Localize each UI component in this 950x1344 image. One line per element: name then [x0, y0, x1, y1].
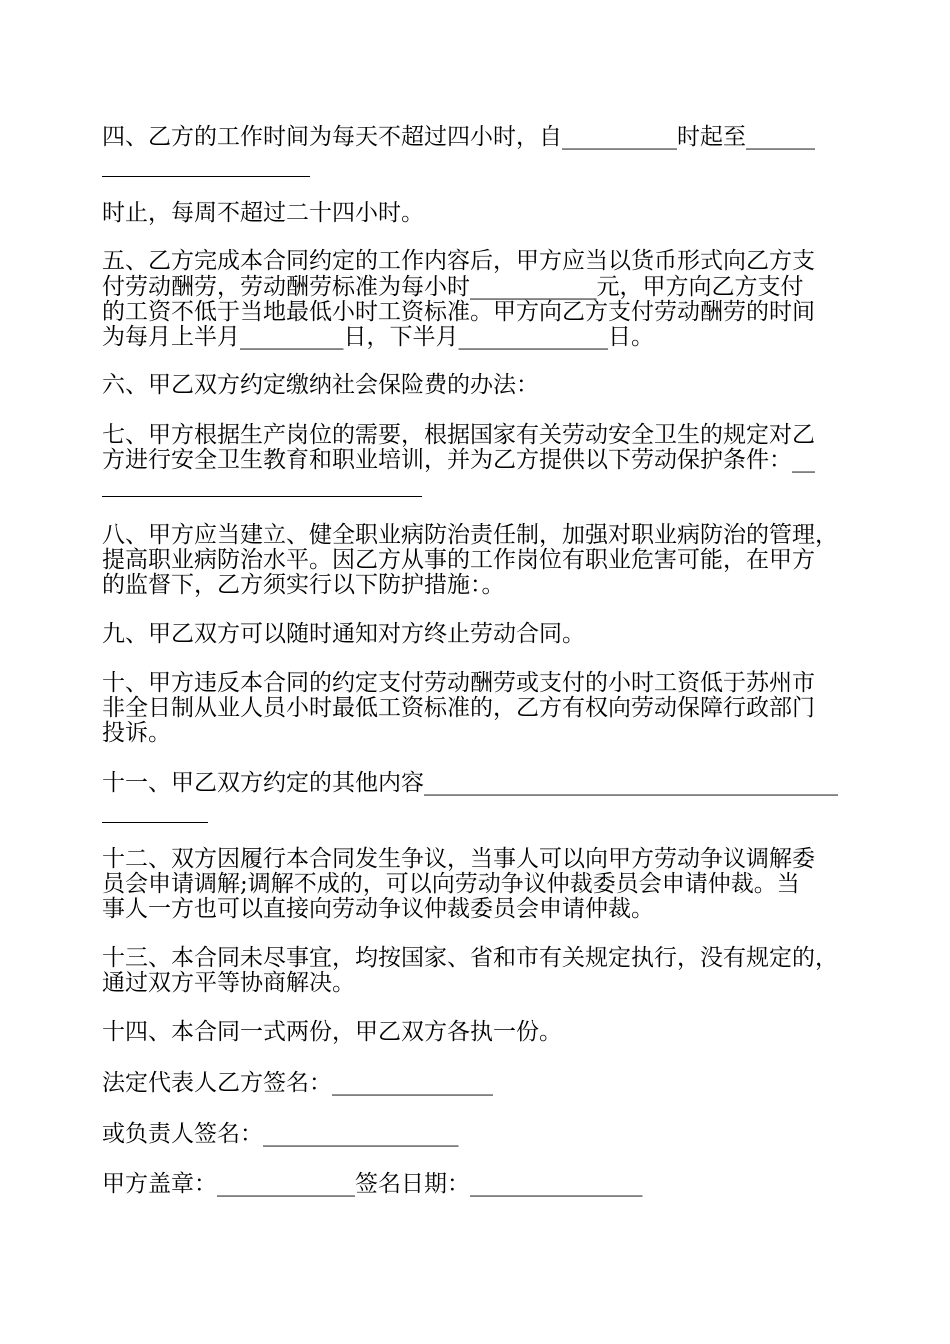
clause-8-line-3: 的监督下，乙方须实行以下防护措施：。: [102, 572, 505, 598]
clause-4-line-1: 四、乙方的工作时间为每天不超过四小时，自__________时起至______: [102, 124, 815, 150]
clause-12-line-2: 员会申请调解;调解不成的，可以向劳动争议仲裁委员会申请仲裁。当: [102, 871, 800, 897]
clause-10-line-2: 非全日制从业人员小时最低工资标准的，乙方有权向劳动保障行政部门: [102, 695, 815, 721]
clause-10-line-3: 投诉。: [102, 720, 171, 746]
clause-7-blank-rule: [102, 496, 422, 497]
clause-5-line-2: 付劳动酬劳，劳动酬劳标准为每小时___________元，甲方向乙方支付: [102, 274, 804, 300]
clause-5-line-3: 的工资不低于当地最低小时工资标准。甲方向乙方支付劳动酬劳的时间: [102, 299, 815, 325]
clause-11-blank-rule: [102, 822, 208, 823]
clause-8-line-1: 八、甲方应当建立、健全职业病防治责任制，加强对职业病防治的管理，: [102, 522, 838, 548]
clause-5-line-4: 为每月上半月_________日，下半月_____________日。: [102, 324, 654, 350]
clause-12-line-1: 十二、双方因履行本合同发生争议，当事人可以向甲方劳动争议调解委: [102, 846, 815, 872]
clause-7-line-2: 方进行安全卫生教育和职业培训，并为乙方提供以下劳动保护条件：__: [102, 447, 815, 473]
clause-4-blank-rule: [102, 176, 310, 177]
clause-5-line-1: 五、乙方完成本合同约定的工作内容后，甲方应当以货币形式向乙方支: [102, 248, 815, 274]
clause-10-line-1: 十、甲方违反本合同的约定支付劳动酬劳或支付的小时工资低于苏州市: [102, 670, 815, 696]
signature-responsible-person: 或负责人签名：_________________: [102, 1121, 459, 1147]
clause-13-line-1: 十三、本合同未尽事宜，均按国家、省和市有关规定执行，没有规定的，: [102, 945, 838, 971]
clause-4-line-2: 时止，每周不超过二十四小时。: [102, 200, 424, 226]
clause-9: 九、甲乙双方可以随时通知对方终止劳动合同。: [102, 621, 585, 647]
clause-7-line-1: 七、甲方根据生产岗位的需要，根据国家有关劳动安全卫生的规定对乙: [102, 422, 815, 448]
seal-and-date: 甲方盖章：____________签名日期：_______________: [102, 1171, 643, 1197]
clause-14: 十四、本合同一式两份，甲乙双方各执一份。: [102, 1019, 562, 1045]
clause-13-line-2: 通过双方平等协商解决。: [102, 970, 355, 996]
clause-6: 六、甲乙双方约定缴纳社会保险费的办法：: [102, 372, 539, 398]
clause-8-line-2: 提高职业病防治水平。因乙方从事的工作岗位有职业危害可能，在甲方: [102, 547, 815, 573]
clause-11: 十一、甲乙双方约定的其他内容____________________________________: [102, 770, 838, 796]
clause-12-line-3: 事人一方也可以直接向劳动争议仲裁委员会申请仲裁。: [102, 896, 654, 922]
signature-party-b: 法定代表人乙方签名：______________: [102, 1070, 493, 1096]
